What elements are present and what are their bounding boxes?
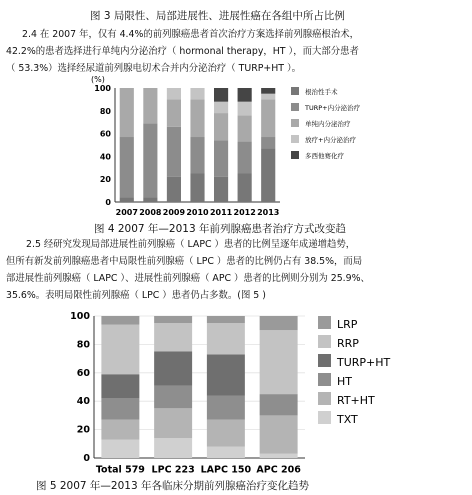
y-tick-label: 40	[99, 152, 111, 162]
bar-segment	[154, 352, 192, 386]
bar-segment	[154, 438, 192, 458]
legend-label: 根治性手术	[305, 88, 338, 96]
bar-segment	[238, 102, 252, 116]
legend-swatch	[318, 335, 331, 348]
figure-4-caption: 图 4 2007 年—2013 年前列腺癌患者治疗方式改变趋	[94, 223, 346, 235]
legend-label: TURP+内分泌治疗	[305, 104, 361, 112]
legend-swatch	[318, 373, 331, 386]
bar-segment	[101, 325, 139, 375]
paragraph-2-4-line: 2.4 在 2007 年，仅有 4.4%的前列腺癌患者首次治疗方案选择前列腺癌根治术，	[22, 29, 360, 40]
legend-label: HT	[337, 375, 352, 388]
x-tick-label: LPC 223	[151, 464, 195, 476]
paragraph-2-4-line: 42.2%的患者选择进行单纯内分泌治疗（ hormonal therapy，HT ），而大部分患者	[6, 46, 359, 57]
bar-segment	[261, 137, 275, 148]
y-tick-label: 0	[105, 198, 111, 207]
y-tick-label: 0	[83, 453, 90, 464]
legend-swatch	[318, 411, 331, 424]
legend-label: TURP+HT	[337, 356, 391, 369]
y-tick-label: 80	[76, 339, 90, 351]
bar-segment	[214, 88, 228, 102]
bar-segment	[120, 88, 134, 137]
bar-segment	[238, 142, 252, 174]
bar-segment	[207, 323, 245, 354]
bar-segment	[101, 440, 139, 458]
paragraph-2-5-line: 2.5 经研究发现局部进展性前列腺癌（ LAPC ）患者的比例呈逐年成递增趋势，	[26, 239, 356, 250]
y-tick-label: 80	[99, 106, 111, 116]
bar-segment	[214, 177, 228, 202]
bar-segment	[143, 123, 157, 197]
paragraph-2-4-line: （ 53.3%）选择经尿道前列腺电切术合并内分泌治疗（ TURP+HT ）。	[6, 63, 302, 74]
bar-segment	[143, 197, 157, 202]
bar-segment	[238, 115, 252, 141]
bar-segment	[260, 316, 298, 330]
bar-segment	[261, 94, 275, 100]
paragraph-2-5-line: 但所有新发前列腺癌患者中局限性前列腺癌（ LPC ）患者的比例仍占有 38.5%，而局	[6, 256, 363, 267]
bar-segment	[120, 137, 134, 197]
bar-segment	[214, 140, 228, 176]
bar-segment	[167, 127, 181, 177]
bar-segment	[260, 394, 298, 415]
legend-label: 单纯内分泌治疗	[305, 120, 351, 128]
x-tick-label: Total 579	[95, 464, 145, 476]
paragraph-2-5-line: 35.6%。表明局限性前列腺癌（ LPC ）患者仍占多数。(图 5 )	[6, 290, 266, 301]
bar-segment	[190, 88, 204, 99]
chart-treatment-trend-2007-2013	[85, 72, 385, 220]
bar-segment	[154, 316, 192, 323]
chart-stage-treatment	[60, 306, 440, 478]
legend-swatch	[291, 135, 299, 143]
bar-segment	[238, 88, 252, 102]
legend-swatch	[291, 103, 299, 111]
bar-segment	[261, 88, 275, 94]
bar-segment	[207, 420, 245, 447]
bar-segment	[190, 137, 204, 173]
bar-segment	[101, 398, 139, 419]
y-tick-label: 100	[70, 311, 90, 322]
legend-swatch	[318, 392, 331, 405]
x-tick-label: 2011	[209, 208, 233, 217]
legend-swatch	[318, 354, 331, 367]
legend-label: RRP	[337, 337, 359, 350]
legend-label: 放疗+内分泌治疗	[305, 136, 356, 144]
legend-swatch	[291, 151, 299, 159]
figure-5-caption: 图 5 2007 年—2013 年各临床分期前列腺癌治疗变化趋势	[36, 480, 309, 492]
bar-segment	[167, 88, 181, 99]
paragraph-2-5-line: 部进展性前列腺癌（ LAPC ）、进展性前列腺癌（ APC ）患者的比例则分别为 25.9%、	[6, 273, 370, 284]
x-tick-label: 2012	[233, 208, 256, 217]
y-tick-label: 20	[99, 175, 111, 185]
x-tick-label: 2010	[186, 208, 209, 217]
bar-segment	[260, 454, 298, 458]
bar-segment	[207, 396, 245, 420]
bar-segment	[207, 354, 245, 395]
bar-segment	[154, 323, 192, 351]
y-tick-label: 60	[76, 367, 90, 379]
bar-segment	[261, 99, 275, 137]
y-tick-label: 60	[99, 129, 111, 139]
y-tick-label: 20	[76, 424, 90, 436]
bar-segment	[101, 316, 139, 325]
x-tick-label: APC 206	[256, 464, 301, 476]
x-tick-label: 2007	[115, 208, 138, 217]
bar-segment	[214, 102, 228, 113]
bar-segment	[260, 415, 298, 453]
legend-swatch	[291, 87, 299, 95]
x-tick-label: LAPC 150	[200, 464, 252, 476]
legend-label: 多西他赛化疗	[305, 152, 344, 160]
x-tick-label: 2013	[257, 208, 280, 217]
y-tick-label: 100	[94, 84, 111, 93]
bar-segment	[167, 99, 181, 126]
bar-segment	[101, 374, 139, 398]
bar-segment	[154, 408, 192, 438]
x-tick-label: 2008	[139, 208, 162, 217]
bar-segment	[167, 177, 181, 202]
legend-label: RT+HT	[337, 394, 375, 407]
legend-label: TXT	[337, 413, 358, 426]
y-axis-label: (%)	[91, 75, 105, 84]
bar-segment	[190, 174, 204, 203]
bar-segment	[207, 447, 245, 458]
legend-swatch	[291, 119, 299, 127]
bar-segment	[120, 197, 134, 202]
x-tick-label: 2009	[162, 208, 186, 217]
bar-segment	[143, 88, 157, 123]
bar-segment	[261, 148, 275, 202]
bar-segment	[260, 330, 298, 394]
bar-segment	[214, 113, 228, 140]
bar-segment	[154, 386, 192, 409]
y-tick-label: 40	[76, 396, 90, 408]
legend-swatch	[318, 316, 331, 329]
legend-label: LRP	[337, 318, 358, 331]
bar-segment	[190, 99, 204, 137]
bar-segment	[101, 420, 139, 440]
bar-segment	[238, 174, 252, 203]
figure-3-caption: 图 3 局限性、局部进展性、进展性癌在各组中所占比例	[90, 10, 345, 22]
bar-segment	[207, 316, 245, 323]
